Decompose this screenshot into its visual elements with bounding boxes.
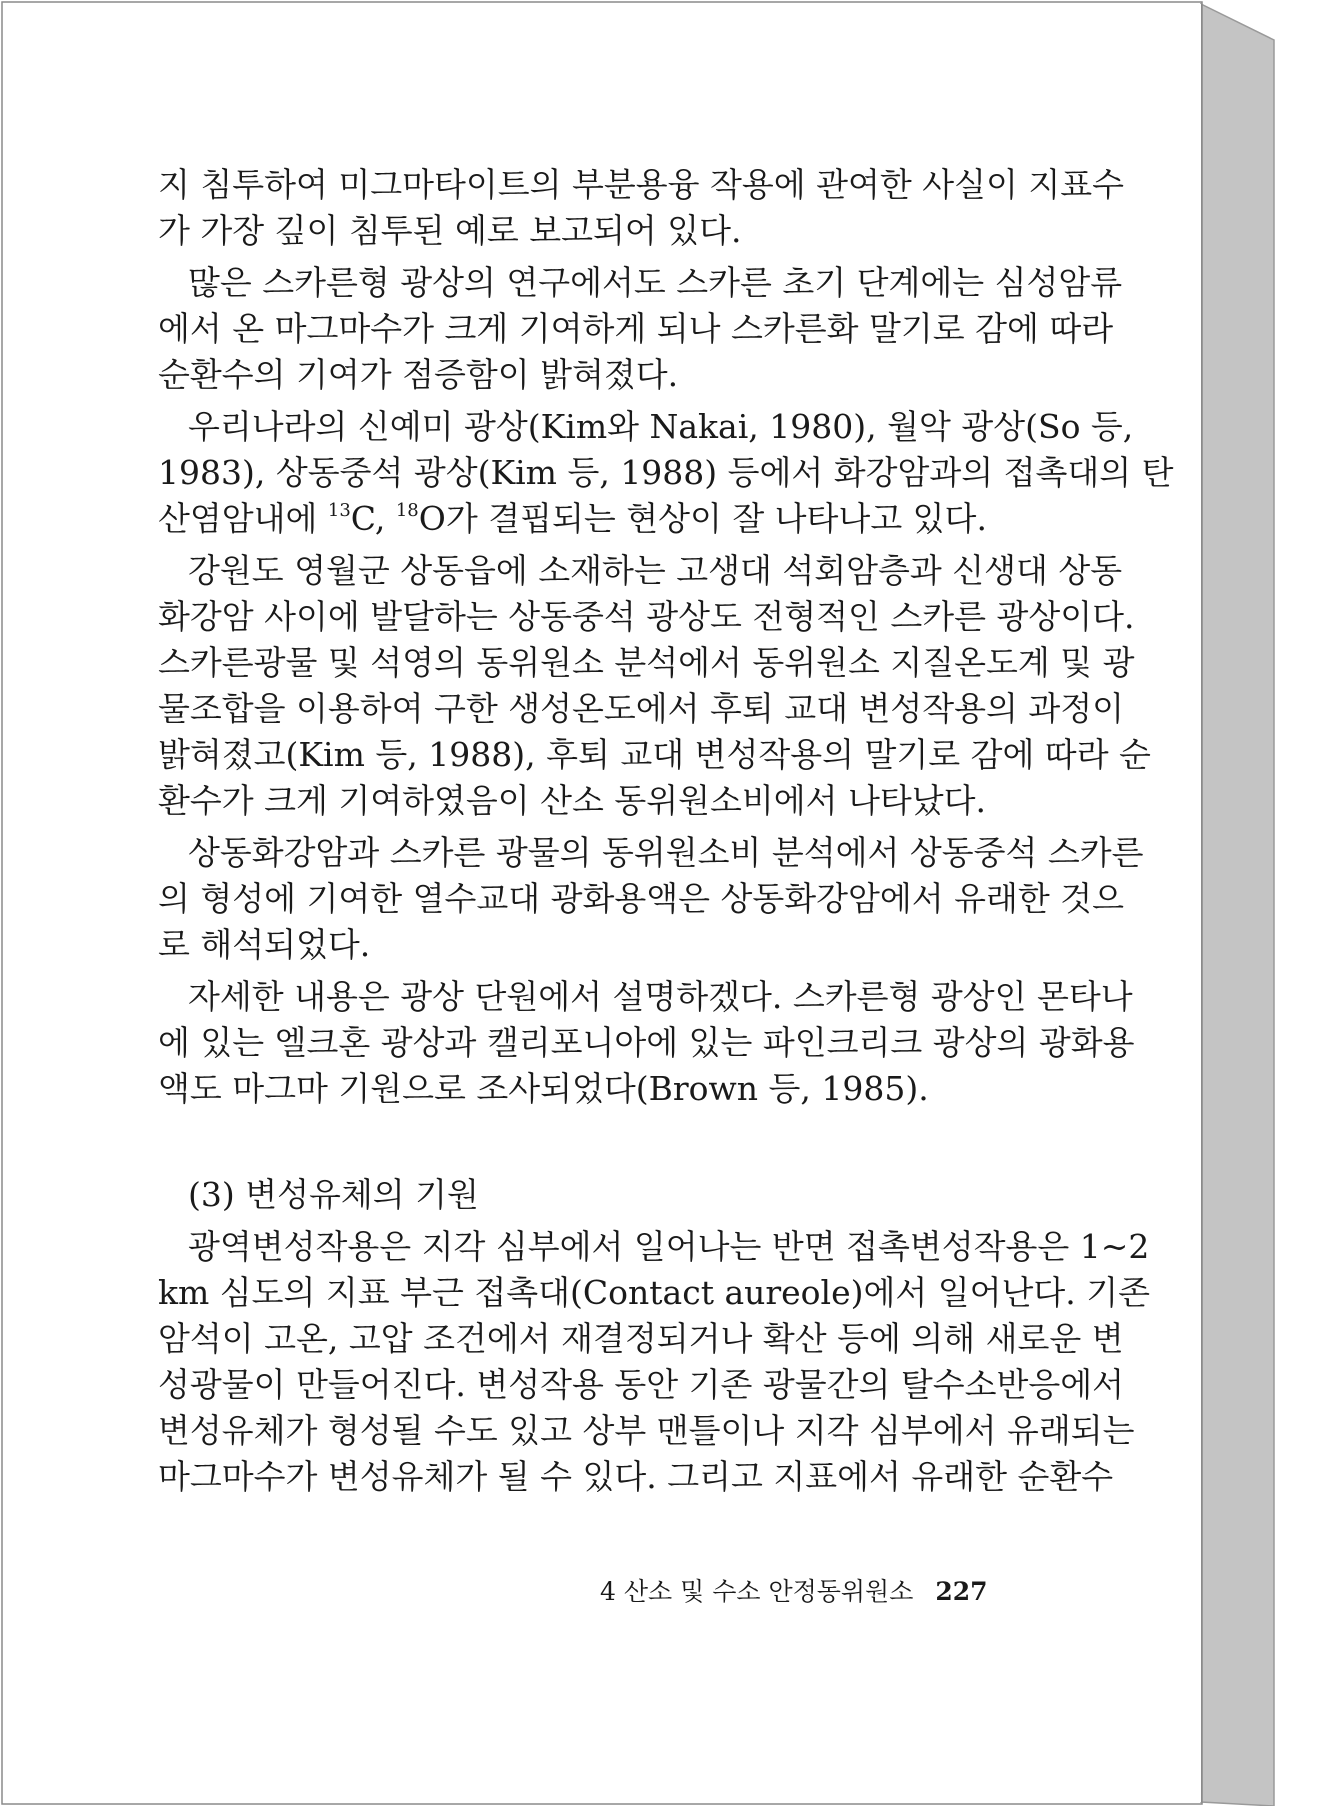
text-line: 밝혀졌고(Kim 등, 1988), 후퇴 교대 변성작용의 말기로 감에 따라 순 [158, 735, 1151, 774]
text-line: 우리나라의 신예미 광상(Kim와 Nakai, 1980), 월악 광상(So 등, [188, 407, 1134, 446]
text-line: 1983), 상동중석 광상(Kim 등, 1988) 등에서 화강암과의 접촉대의 탄 [158, 453, 1174, 492]
text-line: 지 침투하여 미그마타이트의 부분용융 작용에 관여한 사실이 지표수 [158, 165, 1125, 204]
text-line: 순환수의 기여가 점증함이 밝혀졌다. [158, 355, 679, 394]
running-footer-chapter: 4 산소 및 수소 안정동위원소 [600, 1577, 914, 1606]
text-line: 강원도 영월군 상동읍에 소재하는 고생대 석회암층과 신생대 상동 [188, 551, 1123, 590]
page-number: 227 [935, 1577, 988, 1606]
page-footer [600, 1572, 988, 1608]
isotope-carbon: C, [350, 499, 396, 538]
text-line: 변성유체가 형성될 수도 있고 상부 맨틀이나 지각 심부에서 유래되는 [158, 1411, 1135, 1450]
text-line: 의 형성에 기여한 열수교대 광화용액은 상동화강암에서 유래한 것으 [158, 879, 1125, 918]
text-line: 성광물이 만들어진다. 변성작용 동안 기존 광물간의 탈수소반응에서 [158, 1365, 1125, 1404]
text-line: 환수가 크게 기여하였음이 산소 동위원소비에서 나타났다. [158, 781, 987, 820]
isotope-mass-13: 13 [327, 500, 351, 521]
isotope-mass-18: 18 [395, 500, 419, 521]
text-line: 마그마수가 변성유체가 될 수 있다. 그리고 지표에서 유래한 순환수 [158, 1457, 1114, 1496]
isotope-line-suffix: O가 결핍되는 현상이 잘 나타나고 있다. [418, 499, 987, 538]
text-line: 스카른광물 및 석영의 동위원소 분석에서 동위원소 지질온도계 및 광 [158, 643, 1135, 682]
text-line-with-isotopes [158, 496, 993, 542]
text-line: 에서 온 마그마수가 크게 기여하게 되나 스카른화 말기로 감에 따라 [158, 309, 1114, 348]
text-line: 화강암 사이에 발달하는 상동중석 광상도 전형적인 스카른 광상이다. [158, 597, 1135, 636]
text-line: 자세한 내용은 광상 단원에서 설명하겠다. 스카른형 광상인 몬타나 [188, 977, 1133, 1016]
text-line: 가 가장 깊이 침투된 예로 보고되어 있다. [158, 211, 742, 250]
section-heading: (3) 변성유체의 기원 [188, 1175, 479, 1214]
text-line: 광역변성작용은 지각 심부에서 일어나는 반면 접촉변성작용은 1~2 [188, 1227, 1150, 1266]
text-line: 에 있는 엘크혼 광상과 캘리포니아에 있는 파인크리크 광상의 광화용 [158, 1023, 1135, 1062]
text-line: 액도 마그마 기원으로 조사되었다(Brown 등, 1985). [158, 1069, 929, 1108]
text-line: km 심도의 지표 부근 접촉대(Contact aureole)에서 일어난다. 기존 [158, 1273, 1150, 1312]
text-line: 로 해석되었다. [158, 925, 371, 964]
isotope-line-prefix: 산염암내에 [158, 499, 328, 538]
text-line: 많은 스카른형 광상의 연구에서도 스카른 초기 단계에는 심성암류 [188, 263, 1123, 302]
book-side-edge [1201, 4, 1274, 1806]
text-line: 암석이 고온, 고압 조건에서 재결정되거나 확산 등에 의해 새로운 변 [158, 1319, 1124, 1358]
text-line: 상동화강암과 스카른 광물의 동위원소비 분석에서 상동중석 스카른 [188, 833, 1144, 872]
text-line: 물조합을 이용하여 구한 생성온도에서 후퇴 교대 변성작용의 과정이 [158, 689, 1125, 728]
